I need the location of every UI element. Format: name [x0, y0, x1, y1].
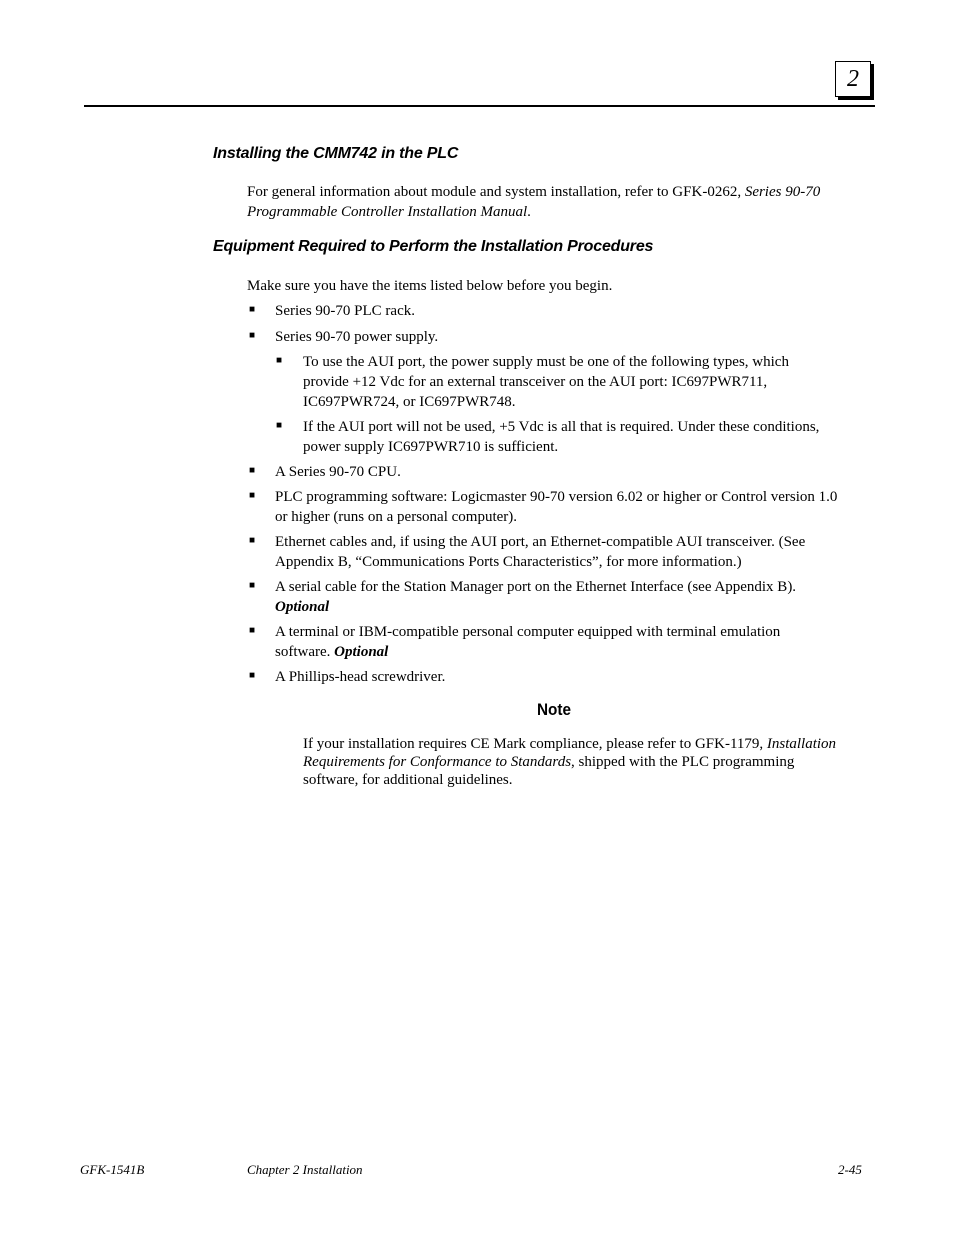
sub-bullet-icon: ■ [276, 420, 283, 431]
bullet-icon: ■ [249, 670, 256, 681]
footer-chapter: Chapter 2 Installation [247, 1162, 363, 1177]
list-item-sub: To use the AUI port, the power supply must be one of the following types, which provide +12 Vdc for an external transceiver on the AUI port: IC697PWR711, IC697PWR724, or IC697PWR748. [303, 354, 789, 410]
section-heading-equipment: Equipment Required to Perform the Installation Procedures [213, 238, 654, 255]
bullet-icon: ■ [249, 535, 256, 546]
note-doc-title: Installation Requirements for Conformance to Standards [303, 736, 837, 770]
section-paragraph-general-info: For general information about module and system installation, refer to GFK-0262, Series 90-70 Programmable Controller Installation Manual. [247, 184, 821, 220]
list-item: Series 90-70 PLC rack. [275, 303, 415, 319]
list-item: Ethernet cables and, if using the AUI port, an Ethernet-compatible AUI transceiver. (See Appendix B, “Communications Ports Characteristics”, for more information.) [275, 534, 806, 570]
bullet-icon: ■ [249, 580, 256, 591]
bullet-icon: ■ [249, 465, 256, 476]
equipment-intro: Make sure you have the items listed below before you begin. [247, 278, 613, 294]
bullet-icon: ■ [249, 490, 256, 501]
footer-page-number: 2-45 [838, 1162, 862, 1177]
bullet-icon: ■ [249, 330, 256, 341]
list-item-sub: If the AUI port will not be used, +5 Vdc is all that is required. Under these conditions, power supply IC697PWR710 is sufficient. [303, 419, 820, 455]
list-item: A serial cable for the Station Manager port on the Ethernet Interface (see Appendix B). Optional [275, 579, 797, 615]
optional-tag: Optional [275, 599, 330, 615]
list-item: A Phillips-head screwdriver. [275, 669, 446, 685]
list-item: A terminal or IBM-compatible personal computer equipped with terminal emulation software. Optional [275, 624, 781, 660]
header-rule [84, 105, 875, 107]
section-heading-installing: Installing the CMM742 in the PLC [213, 145, 459, 162]
optional-tag: Optional [334, 644, 389, 660]
footer-doc-id: GFK-1541B [80, 1162, 145, 1177]
bullet-icon: ■ [249, 304, 256, 315]
note-body: If your installation requires CE Mark compliance, please refer to GFK-1179, Installation Requirements for Conformance to Standards, shipped with the PLC programming software, for additional guidelines. [303, 736, 837, 788]
manual-title: Series 90-70 Programmable Controller Installation Manual [247, 184, 821, 220]
list-item: Series 90-70 power supply. [275, 329, 439, 345]
chapter-number-box: 2 [835, 61, 871, 97]
note-title: Note [537, 700, 572, 719]
sub-bullet-icon: ■ [276, 355, 283, 366]
list-item: PLC programming software: Logicmaster 90-70 version 6.02 or higher or Control version 1.0 or higher (runs on a personal computer). [275, 489, 838, 525]
bullet-icon: ■ [249, 625, 256, 636]
list-item: A Series 90-70 CPU. [275, 464, 401, 480]
